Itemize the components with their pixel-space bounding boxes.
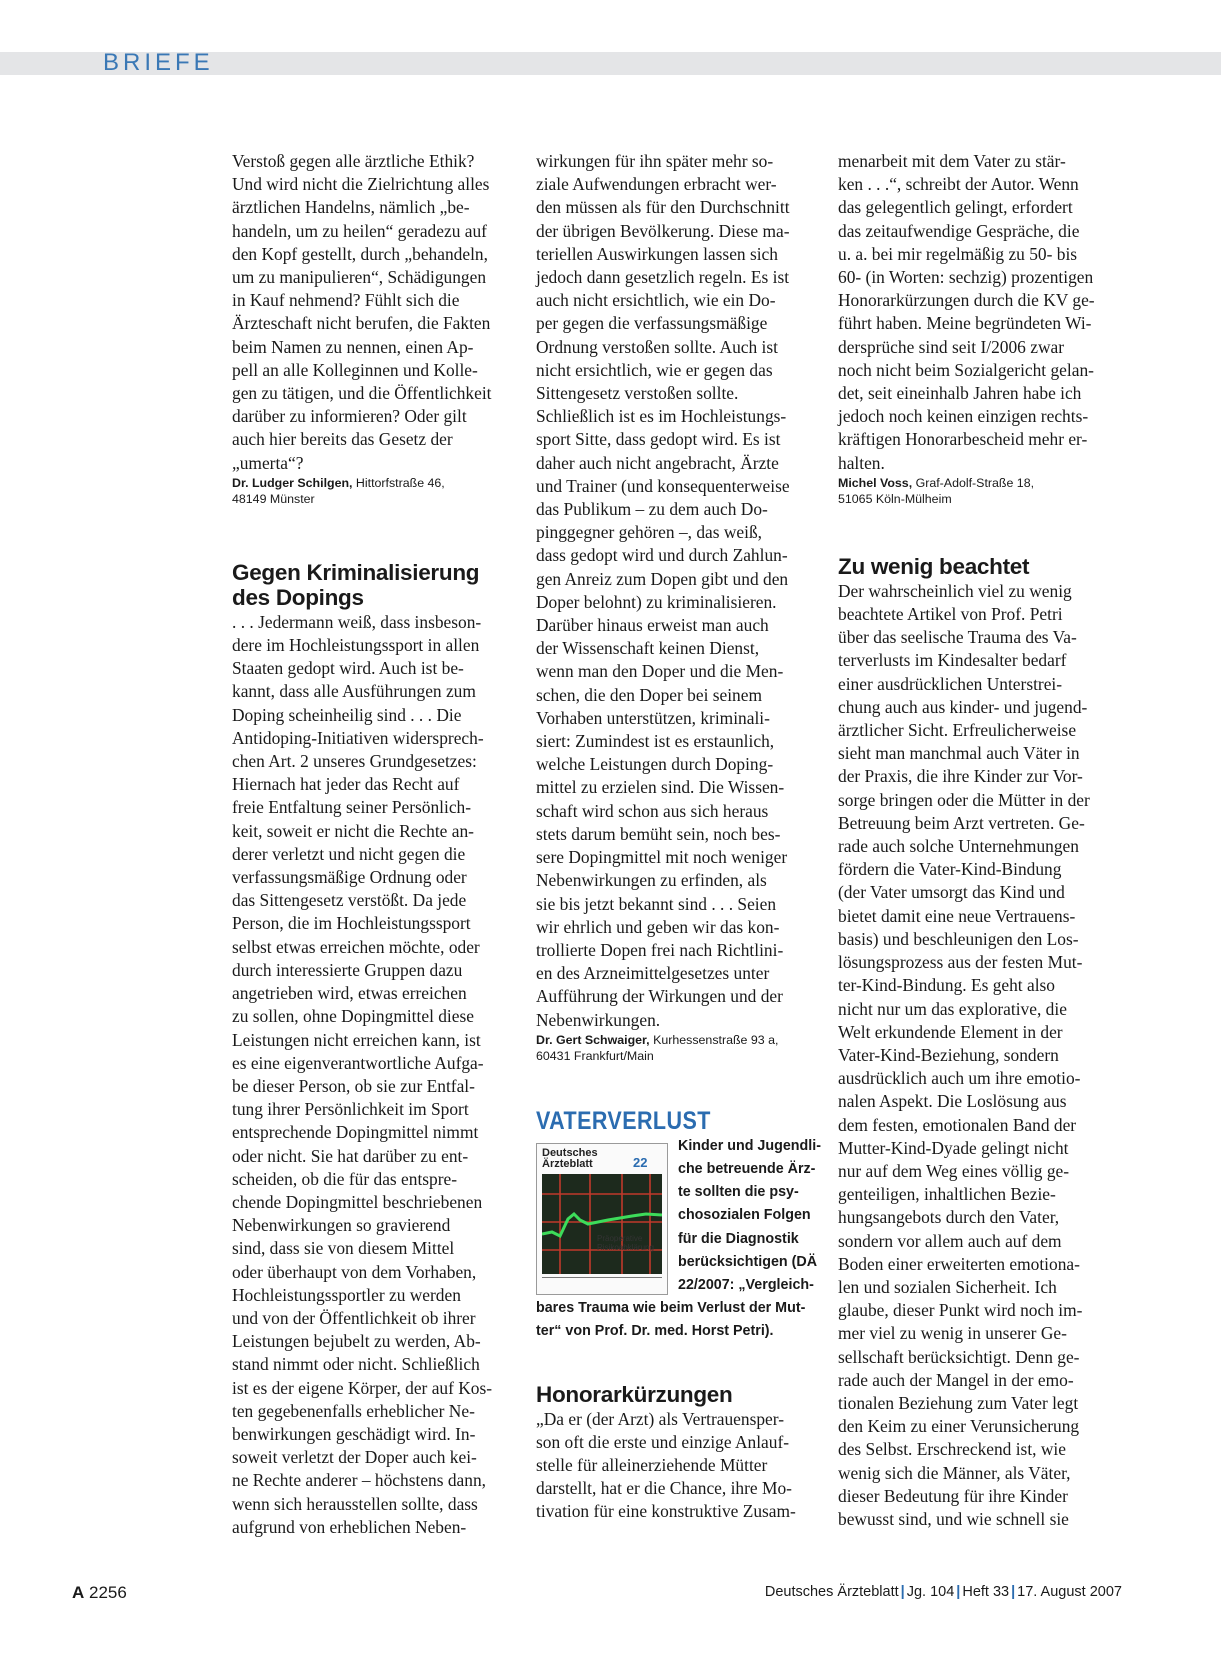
cover-image-label: Präoperative Risikoabklärung [597,1233,654,1252]
signature-name: Michel Voss, [838,475,913,490]
folio-number: 2256 [89,1583,127,1602]
column-2 [536,150,828,1524]
heading-beachtet: Zu wenig beachtet [838,553,1030,579]
footer-separator: | [956,1584,961,1600]
kicker-vaterverlust: VATERVERLUST [536,1106,711,1135]
page-folio [72,1583,127,1603]
magazine-cover-thumbnail [536,1143,668,1295]
teaser-head: Kinder und Jugendli- che betreuende Ärz- te sollten die psy- chosozialen Folgen für die Diagnostik berücksichtigen (DÄ 22/2007: „Vergleich- [678,1137,821,1293]
letter-body-honorar-2: menarbeit mit dem Vater zu stär- ken . . .“, schreibt der Autor. Wenn das gelegentlich gelingt, erfordert das zeitaufwendige Gespräche, die u. a. bei mir regelmäßig zu 50- bis 60- (in Worten: sechzig) prozentigen Honorarkürzungen durch die KV ge- führt haben. Meine begründeten Wi- dersprüche sind seit I/2006 zwar noch nicht beim Sozialgericht gelan- det, seit eineinhalb Jahren habe ich jedoch noch keinen einzigen rechts- kräftigen Honorarbescheid mehr er- halten. [838,151,1095,473]
section-label: BRIEFE [103,49,214,76]
signature-name: Dr. Gert Schwaiger, [536,1032,650,1047]
journal-date: 17. August 2007 [1017,1584,1122,1600]
journal-issue: Heft 33 [962,1584,1010,1600]
letter-signature-schwaiger [536,1032,828,1065]
heading-doping: Gegen Kriminalisierung des Dopings [232,559,480,610]
signature-address: Graf-Adolf-Straße 18, 51065 Köln-Mülheim [838,475,1035,507]
cover-image [542,1174,662,1274]
letter-body-doping-2: wirkungen für ihn später mehr so- ziale Aufwendungen erbracht wer- den müssen als für den Durchschnitt der übrigen Bevölkerung. Diese ma- teriellen Auswirkungen lassen sich jedoch dann gesetzlich regeln. Es ist auch nicht ersichtlich, wie ein Do- per gegen die verfassungsmäßige Ordnung verstoßen sollte. Auch ist nicht ersichtlich, wie er gegen das Sittengesetz verstoßen sollte. Schließlich ist es im Hochleistungs- sport Sitte, dass gedopt wird. Es ist daher auch nicht angebracht, Ärzte und Trainer (und konsequenterweise das Publikum – zu dem auch Do- pinggegner gehören –, das weiß, dass gedopt wird und durch Zahlun- gen Anreiz zum Dopen gibt und den Doper belohnt) zu kriminalisieren. Darüber hinaus erweist man auch der Wissenschaft keinen Dienst, wenn man den Doper und die Men- schen, die den Doper bei seinem Vorhaben unterstützen, kriminali- siert: Zumindest ist es erstaunlich, welche Leistungen durch Doping- mittel zu erzielen sind. Die Wissen- schaft wird schon aus sich heraus stets darum bemüht sein, noch bes- sere Dopingmittel mit noch weniger Nebenwirkungen zu erfinden, als sie bis jetzt bekannt sind . . . Seien wir ehrlich und geben wir das kon- trollierte Dopen frei nach Richtlini- en des Arzneimittelgesetzes unter Aufführung der Wirkungen und der Nebenwirkungen. [536,151,790,1030]
letter-body-doping-1: . . . Jedermann weiß, dass insbeson- dere im Hochleistungssport in allen Staaten gedopt wird. Auch ist be- kannt, dass alle Ausführungen zum Doping scheinheilig sind . . . Die Antidoping-Initiativen widersprech- chen Art. 2 unseres Grundgesetzes: Hiernach hat jeder das Recht auf freie Entfaltung seiner Persönlich- keit, soweit er nicht die Rechte an- derer verletzt und nicht gegen die verfassungsmäßige Ordnung oder das Sittengesetz verstößt. Da jede Person, die im Hochleistungssport selbst etwas erreichen möchte, oder durch interessierte Gruppen dazu angetrieben wird, etwas erreichen zu sollen, ohne Dopingmittel diese Leistungen nicht erreichen kann, ist es eine eigenverantwortliche Aufga- be dieser Person, ob sie zur Entfal- tung ihrer Persönlichkeit im Sport entsprechende Dopingmittel nimmt oder nicht. Sie hat darüber zu ent- scheiden, ob die für das entspre- chende Dopingmittel beschriebenen Nebenwirkungen so gravierend sind, dass sie von diesem Mittel oder überhaupt von dem Vorhaben, Hochleistungssportler zu werden und von der Öffentlichkeit ob ihrer Leistungen bejubelt zu werden, Ab- stand nimmt oder nicht. Schließlich ist es der eigene Körper, der auf Kos- ten gegebenenfalls erheblicher Ne- benwirkungen geschädigt wird. In- soweit verletzt der Doper auch kei- ne Rechte anderer – höchstens dann, wenn sich herausstellen sollte, dass aufgrund von erheblichen Neben- [232,611,493,1537]
cover-title: Deutsches Ärzteblatt [542,1146,598,1170]
footer-separator: | [900,1584,905,1600]
vaterverlust-box [536,1107,828,1344]
footer-citation [765,1584,1122,1600]
letter-body-honorar-1: „Da er (der Arzt) als Vertrauensper- son oft die erste und einzige Anlauf- stelle für alleinerziehende Mütter darstellt, hat er die Chance, ihre Mo- tivation für eine konstruktive Zusam- [536,1408,796,1522]
letter-body-ethik: Verstoß gegen alle ärztliche Ethik? Und wird nicht die Zielrichtung alles ärztlichen Handelns, nämlich „be- handeln, um zu heilen“ geradezu auf den Kopf gestellt, durch „behandeln, um zu manipulieren“, Schädigungen in Kauf nehmend? Fühlt sich die Ärzteschaft nicht berufen, die Fakten beim Namen zu nennen, einen Ap- pell an alle Kolleginnen und Kolle- gen zu tätigen, und die Öffentlichkeit darüber zu informieren? Oder gilt auch hier bereits das Gesetz der „umerta“? [232,151,492,473]
signature-address: Kurhessenstraße 93 a, 60431 Frankfurt/Main [536,1032,779,1064]
folio-letter: A [72,1583,85,1602]
footer-separator: | [1011,1584,1016,1600]
journal-volume: Jg. 104 [906,1584,955,1600]
column-1 [232,150,524,1539]
signature-name: Dr. Ludger Schilgen, [232,475,353,490]
cover-issue-number: 22 [633,1154,648,1170]
column-3 [838,150,1130,1531]
teaser-block [536,1135,828,1344]
cover-footer-strip [542,1277,662,1290]
letter-signature-schilgen [232,475,524,508]
letter-signature-voss [838,475,1130,508]
signature-address: Hittorfstraße 46, 48149 Münster [232,475,445,507]
heading-honorar: Honorarkürzungen [536,1381,733,1407]
teaser-tail: bares Trauma wie beim Verlust der Mut- ter“ von Prof. Dr. med. Horst Petri). [536,1300,806,1340]
journal-name: Deutsches Ärzteblatt [764,1584,899,1600]
letter-body-beachtet: Der wahrscheinlich viel zu wenig beachtete Artikel von Prof. Petri über das seelische Trauma des Va- terverlusts im Kindesalter bedarf einer ausdrücklichen Unterstrei- chung auch aus kinder- und jugend- ärztlicher Sicht. Erfreulicherweise sieht man manchmal auch Väter in der Praxis, die ihre Kinder zur Vor- sorge bringen oder die Mütter in der Betreuung beim Arzt vertreten. Ge- rade auch solche Unternehmungen fördern die Vater-Kind-Bindung (der Vater umsorgt das Kind und bietet damit eine neue Vertrauens- basis) und beschleunigen den Los- lösungsprozess aus der festen Mut- ter-Kind-Bindung. Es geht also nicht nur um das explorative, die Welt erkundende Element in der Vater-Kind-Beziehung, sondern ausdrücklich auch um ihre emotio- nalen Aspekt. Die Loslösung aus dem festen, emotionalen Band der Mutter-Kind-Dyade gelingt nicht nur auf dem Weg eines völlig ge- genteiligen, inhaltlichen Bezie- hungsangebots durch den Vater, sondern vor allem auch auf dem Boden einer erweiterten emotiona- len und sozialen Sicherheit. Ich glaube, dieser Punkt wird noch im- mer viel zu wenig in unserer Ge- sellschaft berücksichtigt. Denn ge- rade auch der Mangel in der emo- tionalen Beziehung zum Vater legt den Keim zu einer Verunsicherung des Selbst. Erschreckend ist, wie wenig sich die Männer, als Väter, dieser Bedeutung für ihre Kinder bewusst sind, und wie schnell sie [838,580,1090,1529]
